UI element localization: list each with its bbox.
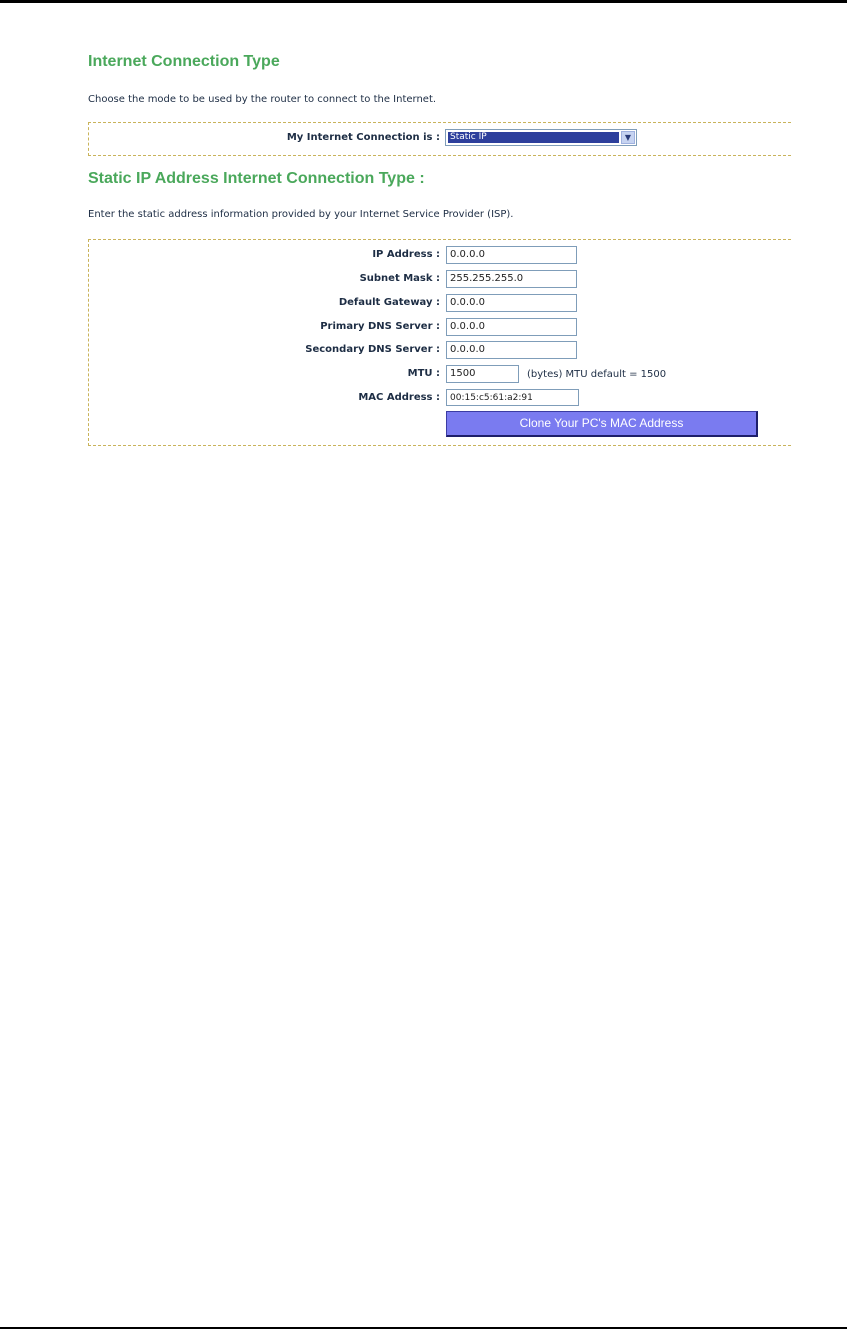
secondary-dns-label: Secondary DNS Server : xyxy=(305,344,440,355)
static-ip-panel xyxy=(88,239,791,446)
secondary-dns-row xyxy=(89,341,792,361)
ip-address-label: IP Address : xyxy=(372,249,440,260)
connection-type-panel xyxy=(88,122,791,156)
connection-type-select[interactable] xyxy=(445,129,637,146)
top-rule xyxy=(0,0,847,3)
connection-type-title: Internet Connection Type xyxy=(88,53,280,70)
clone-mac-address-button[interactable]: Clone Your PC's MAC Address xyxy=(446,411,758,437)
primary-dns-row xyxy=(89,318,792,338)
ip-address-row xyxy=(89,246,792,266)
connection-type-selected-value: Static IP xyxy=(448,132,619,143)
mtu-default-hint: (bytes) MTU default = 1500 xyxy=(527,369,667,380)
mtu-row xyxy=(89,365,792,385)
chevron-down-icon[interactable]: ▼ xyxy=(621,131,635,144)
default-gateway-input[interactable]: 0.0.0.0 xyxy=(446,294,577,312)
subnet-mask-input[interactable]: 255.255.255.0 xyxy=(446,270,577,288)
ip-address-input[interactable]: 0.0.0.0 xyxy=(446,246,577,264)
mtu-label: MTU : xyxy=(407,368,440,379)
subnet-mask-row xyxy=(89,270,792,290)
bottom-rule xyxy=(0,1327,847,1329)
connection-select-label: My Internet Connection is : xyxy=(286,132,440,143)
default-gateway-row xyxy=(89,294,792,314)
default-gateway-label: Default Gateway : xyxy=(338,297,440,308)
mac-address-input[interactable]: 00:15:c5:61:a2:91 xyxy=(446,389,579,406)
mac-address-label: MAC Address : xyxy=(358,392,440,403)
connection-type-description: Choose the mode to be used by the router to connect to the Internet. xyxy=(88,94,437,105)
mtu-input[interactable]: 1500 xyxy=(446,365,519,383)
subnet-mask-label: Subnet Mask : xyxy=(359,273,440,284)
primary-dns-input[interactable]: 0.0.0.0 xyxy=(446,318,577,336)
secondary-dns-input[interactable]: 0.0.0.0 xyxy=(446,341,577,359)
mac-address-row xyxy=(89,389,792,409)
primary-dns-label: Primary DNS Server : xyxy=(320,321,440,332)
static-ip-title: Static IP Address Internet Connection Type : xyxy=(88,170,425,187)
static-ip-description: Enter the static address information provided by your Internet Service Provider (ISP). xyxy=(88,209,514,220)
connection-select-row xyxy=(89,127,792,147)
